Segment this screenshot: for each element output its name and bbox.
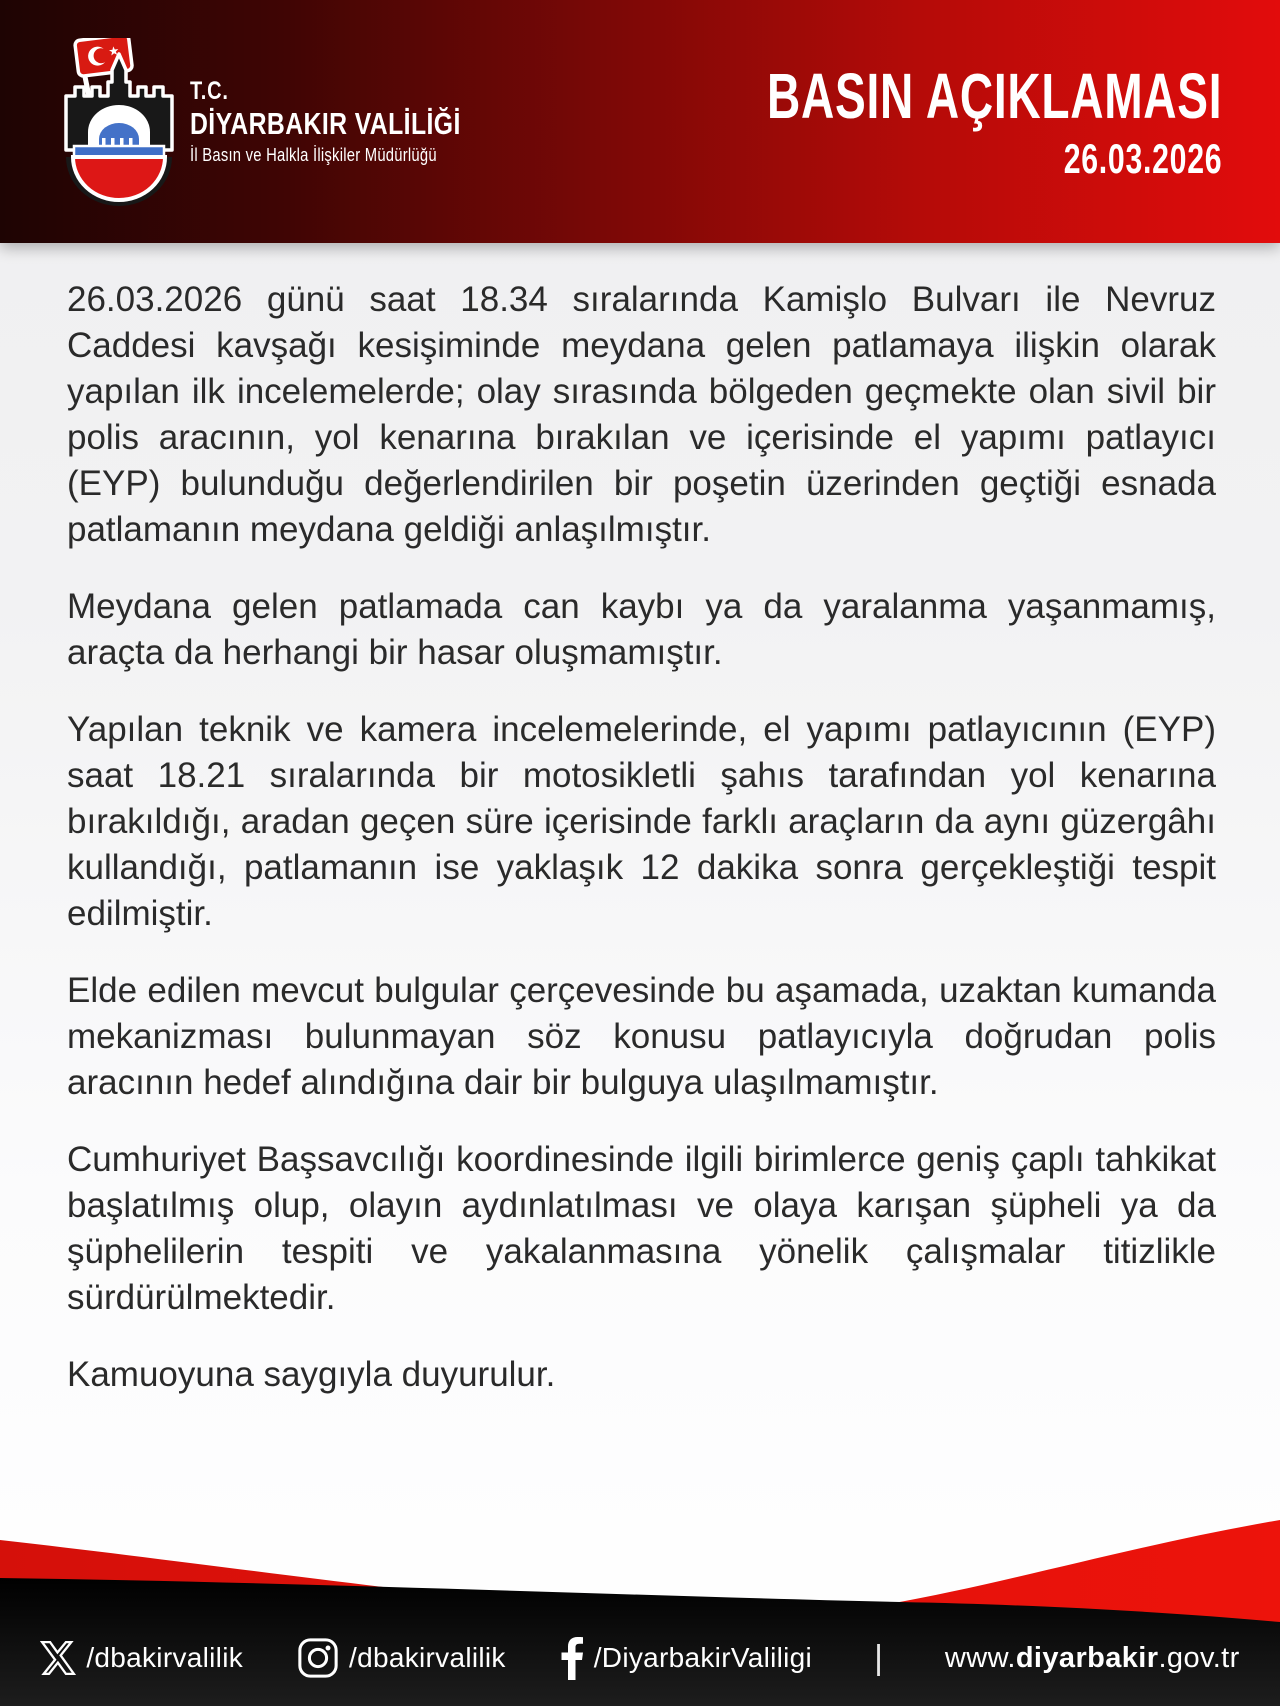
x-handle: /dbakirvalilik bbox=[86, 1642, 244, 1673]
agency-subtitle: İl Basın ve Halkla İlişkiler Müdürlüğü bbox=[190, 143, 437, 165]
paragraph-4: Elde edilen mevcut bulgular çerçevesinde bu aşamada, uzaktan kumanda mekanizması bulunmayan söz konusu patlayıcıyla doğrudan polis aracının hedef alındığına dair bir bulguya ulaşılmamıştır. bbox=[67, 971, 1216, 1102]
instagram-handle: /dbakirvalilik bbox=[349, 1642, 506, 1673]
paragraph-closing: Kamuoyuna saygıyla duyurulur. bbox=[67, 1355, 556, 1394]
press-release-body bbox=[0, 243, 1280, 1429]
diyarbakir-valiligi-emblem bbox=[58, 38, 180, 206]
website-domain: diyarbakir bbox=[1015, 1641, 1159, 1674]
header-banner bbox=[0, 0, 1280, 243]
social-link-instagram[interactable] bbox=[297, 1637, 506, 1679]
facebook-handle: /DiyarbakirValiligi bbox=[593, 1642, 813, 1673]
paragraph-2: Meydana gelen patlamada can kaybı ya da yaralanma yaşanmamış, araçta da herhangi bir hasar oluşmamıştır. bbox=[67, 587, 1216, 672]
x-icon bbox=[40, 1640, 76, 1676]
agency-title-block bbox=[190, 76, 461, 165]
paragraph-5: Cumhuriyet Başsavcılığı koordinesinde ilgili birimlerce geniş çaplı tahkikat başlatılmış olup, olayın aydınlatılması ve olaya karışan şüpheli ya da şüphelilerin tespiti ve yakalanmasına yönelik çalışmalar titizlikle sürdürülmektedir. bbox=[67, 1140, 1216, 1317]
paragraph-1: 26.03.2026 günü saat 18.34 sıralarında Kamişlo Bulvarı ile Nevruz Caddesi kavşağı kesişiminde meydana gelen patlamaya ilişkin olarak yapılan ilk incelemelerde; olay sırasında bölgeden geçmekte olan sivil bir polis aracının, yol kenarına bırakılan ve içerisinde el yapımı patlayıcı (EYP) bulunduğu değerlendirilen bir poşetin üzerinden geçtiği esnada patlamanın meydana geldiği anlaşılmıştır. bbox=[67, 280, 1216, 549]
social-link-x[interactable] bbox=[40, 1640, 243, 1676]
website-suffix: .gov.tr bbox=[1158, 1641, 1240, 1674]
press-release-header bbox=[766, 59, 1222, 182]
footer-social-bar bbox=[0, 1610, 1280, 1706]
website-link[interactable] bbox=[945, 1642, 1240, 1675]
emblem-icon bbox=[58, 38, 180, 206]
instagram-icon bbox=[297, 1637, 339, 1679]
facebook-icon bbox=[560, 1636, 584, 1680]
footer-separator: | bbox=[874, 1638, 883, 1677]
press-release-title: BASIN AÇIKLAMASI bbox=[766, 59, 1222, 132]
paragraph-3: Yapılan teknik ve kamera incelemelerinde, el yapımı patlayıcının (EYP) saat 18.21 sıralarında bir motosikletli şahıs tarafından yol kenarına bırakıldığı, aradan geçen süre içerisinde farklı araçların da aynı güzergâhı kullandığı, patlamanın ise yaklaşık 12 dakika sonra gerçekleştiği tespit edilmiştir. bbox=[67, 710, 1216, 933]
press-release-date: 26.03.2026 bbox=[1063, 134, 1222, 182]
social-link-facebook[interactable] bbox=[560, 1636, 812, 1680]
website-prefix: www. bbox=[944, 1641, 1016, 1674]
agency-prefix: T.C. bbox=[190, 76, 229, 105]
agency-name: DİYARBAKIR VALİLİĞİ bbox=[190, 105, 461, 141]
